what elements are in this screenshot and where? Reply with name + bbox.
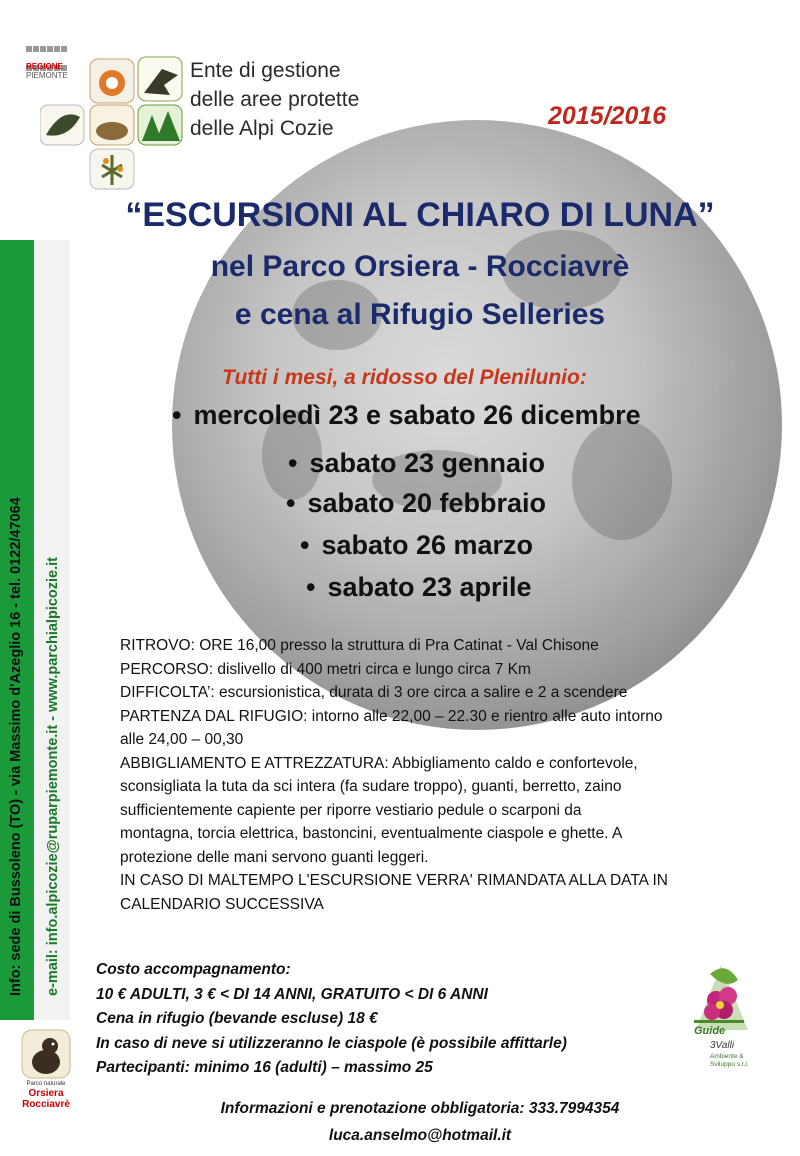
cost-line: Partecipanti: minimo 16 (adulti) – massimo 25: [96, 1059, 433, 1076]
date-text: sabato 20 febbraio: [307, 488, 547, 518]
season-year: 2015/2016: [548, 102, 667, 130]
guide-ambiente-label: Ambiente &: [710, 1053, 744, 1060]
date-item: [300, 530, 533, 561]
event-details: [120, 634, 760, 916]
vertical-info-sidebar: [0, 240, 70, 1020]
detail-line: montagna, torcia elettrica, bastoncini, eventualmente ciaspole e ghette. A: [120, 825, 623, 842]
booking-phone: Informazioni e prenotazione obbligatoria: 333.7994354: [220, 1100, 620, 1117]
guide-3valli-label: 3Valli: [710, 1040, 735, 1051]
event-subtitle-dinner: e cena al Rifugio Selleries: [234, 298, 606, 331]
sidebar-address: Info: sede di Bussoleno (TO) - via Massimo d'Azeglio 16 - tel. 0122/47064: [8, 497, 24, 996]
detail-line: IN CASO DI MALTEMPO L'ESCURSIONE VERRA' RIMANDATA ALLA DATA IN: [120, 872, 668, 889]
detail-line: protezione delle mani servono guanti leggeri.: [120, 848, 429, 866]
park-label-small: Parco naturale: [26, 1081, 66, 1087]
ente-line-3: delle Alpi Cozie: [190, 117, 334, 140]
ente-gestione-title: [190, 56, 359, 143]
bullet-icon: •: [306, 572, 316, 602]
detail-line: sufficientemente capiente per riporre vestiario pedule o scarponi da: [120, 801, 582, 819]
detail-line: RITROVO: ORE 16,00 presso la struttura di Pra Catinat - Val Chisone: [120, 637, 599, 654]
date-item: [172, 400, 641, 431]
parco-orsiera-logo: [6, 1028, 86, 1110]
detail-line: CALENDARIO SUCCESSIVA: [120, 895, 324, 913]
detail-line: DIFFICOLTA’: escursionistica, durata di 3 ore circa a salire e 2 a scendere: [120, 684, 628, 701]
guide-3valli-logo: [686, 960, 756, 1080]
marmot-icon: [20, 1028, 72, 1080]
alpi-cozie-logo-icons: [40, 55, 190, 195]
booking-contact: [0, 1095, 800, 1149]
ente-line-2: delle aree protette: [190, 88, 360, 111]
date-item: [288, 448, 545, 479]
ente-line-1: Ente di gestione: [190, 59, 341, 82]
date-item: [286, 488, 546, 519]
guide-flower-icon: [686, 960, 756, 1080]
nature-icons: [40, 55, 190, 195]
date-text: sabato 23 gennaio: [309, 448, 546, 478]
bullet-icon: •: [288, 448, 298, 478]
date-text: sabato 23 aprile: [327, 572, 532, 602]
booking-email[interactable]: luca.anselmo@hotmail.it: [328, 1127, 512, 1144]
guide-sviluppo-label: Sviluppo s.r.l.: [710, 1061, 749, 1068]
date-text: sabato 26 marzo: [321, 530, 534, 560]
detail-line: sconsigliata la tuta da sci intera (fa sudare troppo), guanti, berretto, zaino: [120, 778, 622, 795]
piemonte-label: PIEMONTE: [26, 71, 68, 80]
cost-info: [96, 958, 567, 1081]
bullet-icon: •: [286, 488, 296, 518]
cost-line: 10 € ADULTI, 3 € < DI 14 ANNI, GRATUITO < DI 6 ANNI: [96, 985, 488, 1003]
detail-line: ABBIGLIAMENTO E ATTREZZATURA: Abbigliamento caldo e confortevole,: [120, 754, 638, 772]
schedule-intro: Tutti i mesi, a ridosso del Plenilunio:: [222, 366, 587, 389]
bullet-icon: •: [172, 400, 182, 430]
bullet-icon: •: [300, 530, 310, 560]
detail-line: PERCORSO: dislivello di 400 metri circa e lungo circa 7 Km: [120, 660, 531, 678]
cost-line: In caso di neve si utilizzeranno le ciaspole (è possibile affittarle): [96, 1034, 567, 1052]
date-item: [306, 572, 532, 603]
regione-label: REGIONE: [26, 62, 63, 71]
guide-label: Guide: [694, 1025, 726, 1037]
cost-line: Cena in rifugio (bevande escluse) 18 €: [96, 1010, 378, 1027]
detail-line: PARTENZA DAL RIFUGIO: intorno alle 22,00 – 22.30 e rientro alle auto intorno: [120, 707, 663, 725]
sidebar-web-email[interactable]: e-mail: info.alpicozie@ruparpiemonte.it - www.parchialpicozie.it: [45, 556, 61, 996]
detail-line: alle 24,00 – 00,30: [120, 731, 244, 748]
cost-line: Costo accompagnamento:: [96, 961, 291, 978]
park-label-name: Orsiera Rocciavrè: [22, 1088, 70, 1110]
event-title: “ESCURSIONI AL CHIARO DI LUNA”: [125, 196, 715, 234]
event-subtitle-park: nel Parco Orsiera - Rocciavrè: [210, 250, 630, 283]
date-text: mercoledì 23 e sabato 26 dicembre: [193, 400, 641, 430]
